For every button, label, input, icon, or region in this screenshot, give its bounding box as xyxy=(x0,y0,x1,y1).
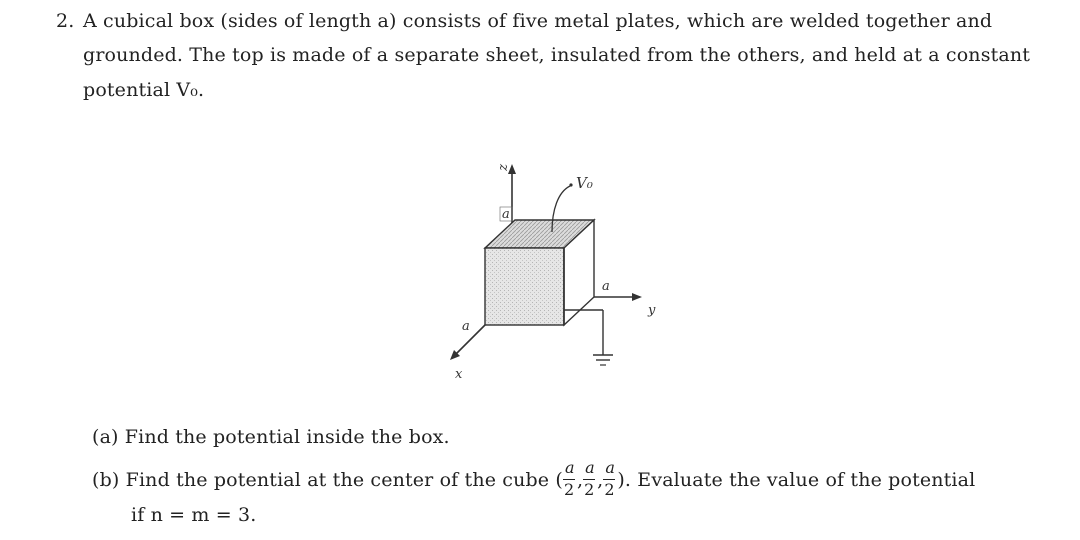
front-plate xyxy=(485,248,564,325)
part-b: (b) Find the potential at the center of the cube ( $\frac{a}{2}$ , $\frac{a}{2}$ , $\frac{a}{2}$ ). Evaluate the value of the potential xyxy=(92,458,976,499)
v0-label: V₀ xyxy=(576,174,593,192)
part-b-prefix: (b) Find the potential at the center of the cube ( xyxy=(92,469,563,491)
fraction-a-over-2-3: $\frac{a}{2}$ xyxy=(604,458,616,499)
problem-text-line-1: A cubical box (sides of length a) consists of five metal plates, which are welded together and xyxy=(83,10,993,32)
v0-terminal xyxy=(569,183,572,186)
problem-number: 2. xyxy=(56,10,75,32)
y-axis-arrow xyxy=(632,293,642,301)
fraction-a-over-2-2: $\frac{a}{2}$ xyxy=(584,458,595,499)
problem-text-line-2: grounded. The top is made of a separate sheet, insulated from the others, and held at a constant xyxy=(83,44,1031,66)
x-axis-label: x xyxy=(455,367,463,382)
fraction-a-over-2-1: $\frac{a}{2}$ xyxy=(563,458,575,499)
edge-label-right: a xyxy=(602,279,610,294)
edge-label-top: a xyxy=(502,207,510,222)
cube-diagram xyxy=(440,150,670,390)
problem-text-line-3: potential V₀. xyxy=(83,79,205,101)
part-b-suffix: ). Evaluate the value of the potential xyxy=(617,469,976,491)
y-axis-label: y xyxy=(648,303,656,318)
part-b-line-2: if n = m = 3. xyxy=(131,504,257,526)
part-a: (a) Find the potential inside the box. xyxy=(92,426,450,448)
z-axis-label: z xyxy=(496,164,511,171)
edge-label-left: a xyxy=(462,319,470,334)
